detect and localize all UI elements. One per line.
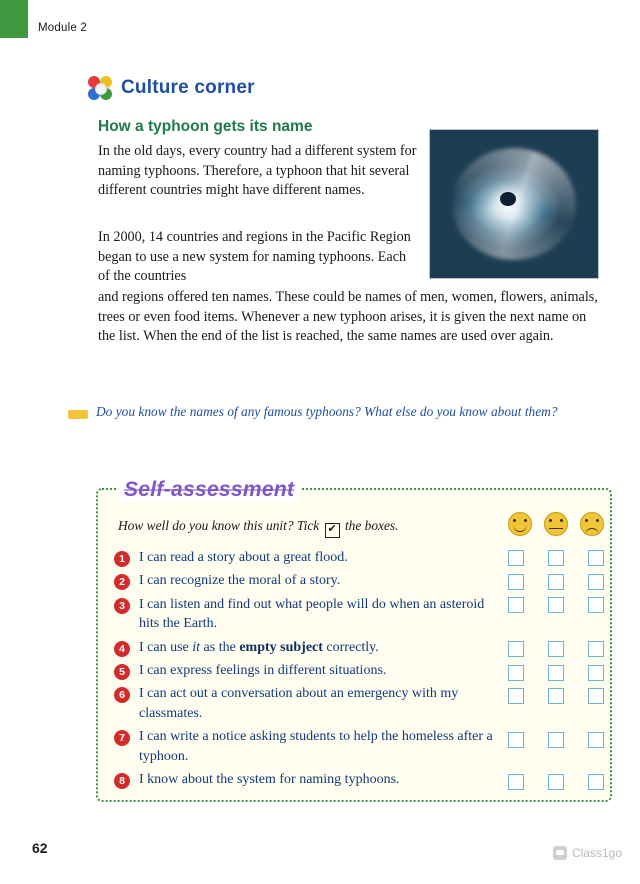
culture-corner-heading — [88, 76, 255, 100]
checkbox-row-1[interactable] — [508, 550, 604, 566]
checkbox-happy[interactable] — [508, 688, 524, 704]
satellite-typhoon-photo — [430, 130, 598, 278]
checkbox-neutral[interactable] — [548, 688, 564, 704]
checkbox-row-2[interactable] — [508, 574, 604, 590]
item-number: 5 — [114, 664, 130, 680]
instruction-text-before: How well do you know this unit? Tick — [118, 518, 320, 533]
item-number: 1 — [114, 551, 130, 567]
list-item — [114, 727, 504, 766]
item-number: 2 — [114, 574, 130, 590]
instruction-text-after: the boxes. — [344, 518, 399, 533]
checkbox-sad[interactable] — [588, 641, 604, 657]
list-item — [114, 770, 504, 789]
item-text: I can act out a conversation about an emergency with my classmates. — [139, 686, 459, 721]
article-title: How a typhoon gets its name — [98, 118, 313, 135]
checkbox-happy[interactable] — [508, 665, 524, 681]
checkbox-happy[interactable] — [508, 550, 524, 566]
self-assessment-list — [114, 548, 504, 793]
watermark — [553, 846, 622, 860]
flower-icon — [88, 76, 112, 100]
checkbox-sad[interactable] — [588, 574, 604, 590]
checkbox-row-3[interactable] — [508, 597, 604, 613]
item-text: I know about the system for naming typhoons. — [139, 772, 400, 788]
item-text: I can express feelings in different situations. — [139, 663, 387, 679]
list-item — [114, 638, 504, 657]
section-title: Culture corner — [121, 77, 255, 98]
checkbox-happy[interactable] — [508, 597, 524, 613]
checkbox-happy[interactable] — [508, 574, 524, 590]
storm-swirl — [452, 148, 576, 260]
neutral-face-icon — [544, 512, 568, 536]
item-text: I can recognize the moral of a story. — [139, 573, 341, 589]
self-assessment-title: Self-assessment — [118, 478, 300, 502]
article-paragraph-1: In the old days, every country had a different system for naming typhoons. Therefore, a typhoon that hit several different countries might have different names. — [98, 143, 417, 198]
checkbox-row-8[interactable] — [508, 774, 604, 790]
checkbox-neutral[interactable] — [548, 641, 564, 657]
list-item — [114, 595, 504, 634]
checkbox-row-7[interactable] — [508, 732, 604, 748]
checkbox-neutral[interactable] — [548, 597, 564, 613]
storm-eye — [500, 192, 516, 206]
checkbox-neutral[interactable] — [548, 550, 564, 566]
item-text: I can listen and find out what people will do when an asteroid hits the Earth. — [139, 596, 485, 632]
checkbox-row-5[interactable] — [508, 665, 604, 681]
sad-face-icon — [580, 512, 604, 536]
face-rating-header — [508, 512, 604, 536]
checkbox-sad[interactable] — [588, 597, 604, 613]
item-text: I can write a notice asking students to help the homeless after a typhoon. — [139, 729, 493, 764]
discussion-bullet — [68, 410, 88, 419]
checkbox-neutral[interactable] — [548, 774, 564, 790]
discussion-question: Do you know the names of any famous typhoons? What else do you know about them? — [96, 404, 558, 419]
module-label: Module 2 — [38, 22, 87, 34]
checkbox-sad[interactable] — [588, 732, 604, 748]
list-item — [114, 571, 504, 590]
article-paragraph-3: and regions offered ten names. These could be names of men, women, flowers, animals, trees or even food items. Whenever a new typhoon arises, it is given the next name on the list. When the end of the list is reached, the same names are used over again. — [98, 289, 598, 344]
corner-decoration — [0, 0, 28, 38]
self-assessment-instruction — [118, 518, 399, 538]
happy-face-icon — [508, 512, 532, 536]
checkbox-neutral[interactable] — [548, 732, 564, 748]
checkbox-sad[interactable] — [588, 665, 604, 681]
article-paragraph-2: In 2000, 14 countries and regions in the Pacific Region began to use a new system for naming typhoons. Each of the countries — [98, 229, 411, 284]
checkbox-sad[interactable] — [588, 774, 604, 790]
item-text: I can use it as the empty subject correctly. — [139, 639, 379, 655]
item-number: 6 — [114, 687, 130, 703]
wechat-icon — [553, 846, 567, 860]
checkbox-row-4[interactable] — [508, 641, 604, 657]
list-item — [114, 684, 504, 723]
list-item — [114, 548, 504, 567]
item-number: 4 — [114, 641, 130, 657]
watermark-label: Class1go — [571, 846, 622, 860]
checkbox-happy[interactable] — [508, 774, 524, 790]
item-number: 8 — [114, 773, 130, 789]
checkbox-sad[interactable] — [588, 550, 604, 566]
checkbox-row-6[interactable] — [508, 688, 604, 704]
checkbox-neutral[interactable] — [548, 665, 564, 681]
item-text: I can read a story about a great flood. — [139, 550, 348, 565]
checkbox-happy[interactable] — [508, 732, 524, 748]
list-item — [114, 661, 504, 680]
tick-icon: ✔ — [325, 523, 340, 538]
checkbox-happy[interactable] — [508, 641, 524, 657]
checkbox-neutral[interactable] — [548, 574, 564, 590]
item-number: 7 — [114, 730, 130, 746]
page-number: 62 — [32, 840, 48, 856]
item-number: 3 — [114, 598, 130, 614]
checkbox-sad[interactable] — [588, 688, 604, 704]
